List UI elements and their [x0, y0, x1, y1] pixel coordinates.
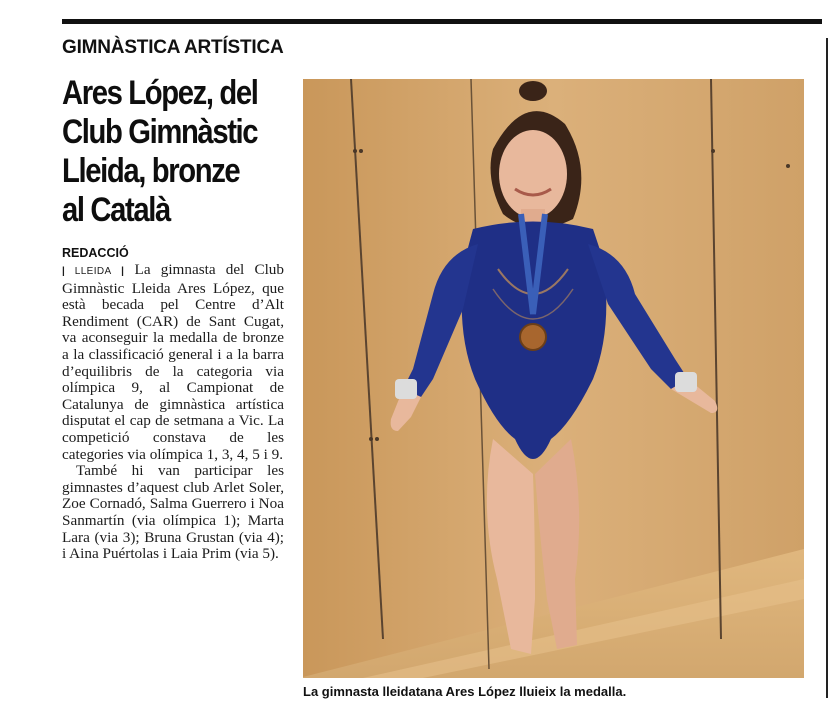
photo-caption: La gimnasta lleidatana Ares López lluieix la medalla.	[303, 684, 627, 699]
paragraph-1	[62, 262, 284, 463]
headline	[62, 74, 268, 230]
byline: REDACCIÓ	[62, 246, 129, 260]
headline-line: Lleida, bronze	[62, 152, 240, 190]
photo	[303, 79, 804, 678]
paragraph-1-text: La gimnasta del Club Gimnàstic Lleida Ares López, que està becada pel Centre d’Alt Rendiment (CAR) de Sant Cugat, va aconseguir la medalla de bronze a la classificació general i a la barra d’equilibris de la categoria via olímpica 9, al Campionat de Catalunya de gimnàstica artística disputat el cap de setmana a Vic. La competició constava de les categories via olímpica 1, 3, 4, 5 i 9.	[62, 261, 284, 463]
section-label: GIMNÀSTICA ARTÍSTICA	[62, 37, 284, 58]
location-name: LLEIDA	[74, 266, 112, 277]
article-body	[62, 262, 284, 563]
location-tag: | LLEIDA |	[62, 266, 125, 277]
headline-line: al Català	[62, 191, 170, 229]
headline-line: Club Gimnàstic	[62, 113, 258, 151]
paragraph-2: També hi van participar les gimnastes d’aquest club Arlet Soler, Zoe Cornadó, Salma Guerrero i Noa Sanmartín (via olímpica 1); Marta Lara (via 3); Bruna Grustan (via 4); i Aina Puértolas i Laia Prim (via 5).	[62, 462, 284, 563]
gymnast-photo	[303, 79, 804, 678]
top-rule	[62, 19, 822, 24]
headline-line: Ares López, del	[62, 74, 258, 112]
column-divider	[826, 38, 828, 698]
